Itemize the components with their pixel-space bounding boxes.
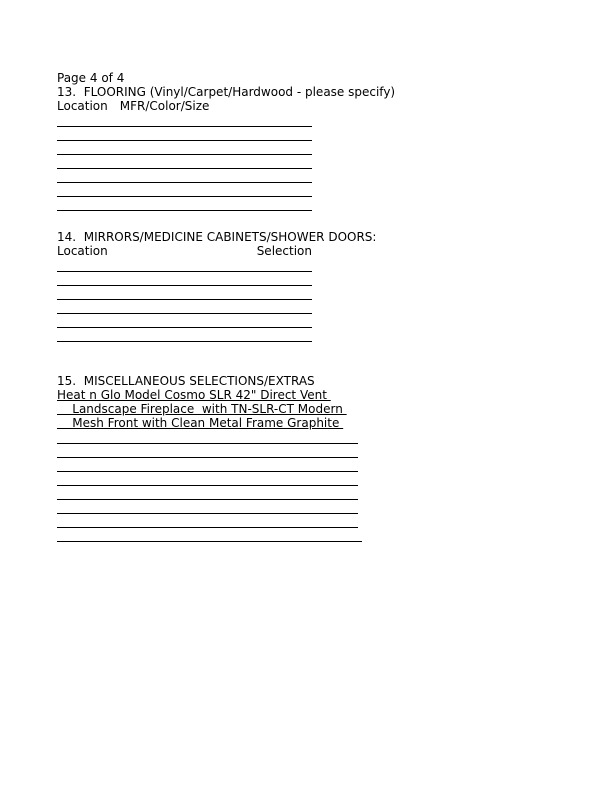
spacer <box>57 342 397 374</box>
flooring-location-header: Location <box>57 99 108 113</box>
misc-blank-line[interactable] <box>57 472 358 486</box>
misc-blank-line[interactable] <box>57 458 358 472</box>
mirrors-column-headers <box>57 244 312 258</box>
flooring-column-headers <box>57 99 312 113</box>
mirrors-blank-lines <box>57 258 397 342</box>
flooring-blank-line[interactable] <box>57 169 312 183</box>
mirrors-blank-line[interactable] <box>57 314 312 328</box>
misc-entry-line: Landscape Fireplace with TN-SLR-CT Modern <box>57 402 347 416</box>
mirrors-blank-line[interactable] <box>57 286 312 300</box>
flooring-blank-line[interactable] <box>57 155 312 169</box>
misc-blank-line[interactable] <box>57 430 358 444</box>
misc-blank-line[interactable] <box>57 500 358 514</box>
mirrors-blank-line[interactable] <box>57 328 312 342</box>
misc-entry-line: Heat n Glo Model Cosmo SLR 42" Direct Vent <box>57 388 331 402</box>
misc-section-title: 15. MISCELLANEOUS SELECTIONS/EXTRAS <box>57 374 315 388</box>
mirrors-blank-line[interactable] <box>57 300 312 314</box>
page-number: Page 4 of 4 <box>57 71 125 85</box>
selection-sheet-page <box>57 71 397 542</box>
flooring-blank-line[interactable] <box>57 113 312 127</box>
misc-blank-line[interactable] <box>57 514 358 528</box>
flooring-section-title: 13. FLOORING (Vinyl/Carpet/Hardwood - please specify) <box>57 85 396 99</box>
mirrors-blank-line[interactable] <box>57 258 312 272</box>
mirrors-selection-header: Selection <box>256 244 312 258</box>
flooring-blank-line[interactable] <box>57 183 312 197</box>
mirrors-section-title: 14. MIRRORS/MEDICINE CABINETS/SHOWER DOORS: <box>57 230 377 244</box>
flooring-blank-line[interactable] <box>57 127 312 141</box>
misc-blank-line[interactable] <box>57 486 358 500</box>
spacer <box>57 211 397 230</box>
misc-entry-line: Mesh Front with Clean Metal Frame Graphite <box>57 416 344 430</box>
misc-blank-lines <box>57 430 397 542</box>
misc-blank-line[interactable] <box>57 528 362 542</box>
flooring-blank-line[interactable] <box>57 197 312 211</box>
mirrors-blank-line[interactable] <box>57 272 312 286</box>
mirrors-location-header: Location <box>57 244 108 258</box>
misc-blank-line[interactable] <box>57 444 358 458</box>
flooring-blank-lines <box>57 113 397 211</box>
flooring-mfr-header: MFR/Color/Size <box>119 99 210 113</box>
flooring-blank-line[interactable] <box>57 141 312 155</box>
